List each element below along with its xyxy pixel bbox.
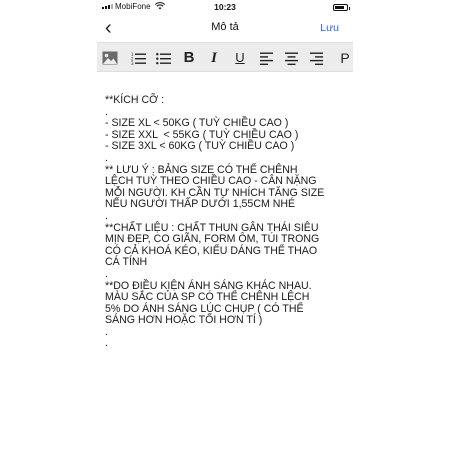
- bold-icon[interactable]: B: [183, 49, 195, 66]
- text-line: - SIZE XXL < 55KG ( TUỲ CHIỀU CAO ): [105, 128, 299, 141]
- text-line: - SIZE 3XL < 60KG ( TUỲ CHIỀU CAO ): [105, 140, 295, 153]
- paragraph-icon[interactable]: P: [340, 50, 350, 66]
- text-line: LỆCH TUỲ THEO CHIỀU CAO - CÂN NẶNG: [105, 175, 317, 188]
- text-line: .: [105, 105, 108, 118]
- text-line: 5% DO ÁNH SÁNG LÚC CHỤP ( CÓ THỂ: [105, 302, 304, 315]
- svg-text:1: 1: [130, 51, 134, 57]
- align-left-icon[interactable]: [256, 48, 276, 68]
- text-line: .: [105, 325, 108, 338]
- text-line: .: [105, 337, 108, 350]
- text-line: - SIZE XL < 50KG ( TUỲ CHIỀU CAO ): [105, 117, 289, 130]
- bullet-list-icon[interactable]: [153, 48, 173, 68]
- svg-text:2: 2: [130, 56, 134, 61]
- chevron-left-icon[interactable]: ‹: [105, 17, 112, 39]
- text-line: **CHẤT LIỆU : CHẤT THUN GÂN THÁI SIÊU: [105, 221, 319, 234]
- carrier-name: MobiFone: [115, 2, 151, 11]
- navigation-bar: [97, 14, 353, 42]
- text-line: **KÍCH CỠ :: [105, 94, 165, 106]
- align-right-icon[interactable]: [306, 48, 326, 68]
- text-line: MỖI NGƯỜI. KH CẦN TỰ NHÍCH TĂNG SIZE: [105, 186, 325, 199]
- text-line: **DO ĐIỀU KIỆN ÁNH SÁNG KHÁC NHAU.: [105, 279, 312, 292]
- text-line: SÁNG HƠN HOẶC TỐI HƠN TÍ ): [105, 314, 263, 327]
- text-line: MÀU SẮC CỦA SP CÓ THỂ CHÊNH LỆCH: [105, 291, 310, 304]
- save-button[interactable]: Lưu: [320, 22, 339, 34]
- svg-text:3: 3: [130, 60, 134, 65]
- text-line: CÓ CẢ KHOÁ KÉO, KIỂU DÁNG THỂ THAO: [105, 244, 318, 257]
- status-bar: [97, 0, 353, 14]
- status-time: 10:23: [214, 2, 236, 12]
- text-line: .: [105, 151, 108, 164]
- text-line: NẾU NGƯỜI THẤP DƯỚI 1,55CM NHÉ: [105, 198, 296, 211]
- text-line: .: [105, 267, 108, 280]
- page-title: Mô tả: [211, 21, 239, 33]
- numbered-list-icon[interactable]: [128, 48, 148, 68]
- italic-icon[interactable]: I: [211, 50, 217, 66]
- text-line: ** LƯU Ý : BẢNG SIZE CÓ THỂ CHÊNH: [105, 163, 298, 176]
- battery-icon: [333, 4, 348, 11]
- underline-icon[interactable]: U: [235, 50, 245, 65]
- phone-screen: [97, 0, 353, 449]
- formatting-toolbar: [97, 42, 353, 72]
- text-line: MỊN ĐẸP, CO GIÃN, FORM ÔM, TÚI TRONG: [105, 233, 320, 246]
- text-line: CÁ TÍNH: [105, 256, 148, 269]
- text-line: .: [105, 209, 108, 222]
- description-text[interactable]: [105, 95, 350, 350]
- align-center-icon[interactable]: [281, 48, 301, 68]
- image-icon[interactable]: [100, 48, 120, 68]
